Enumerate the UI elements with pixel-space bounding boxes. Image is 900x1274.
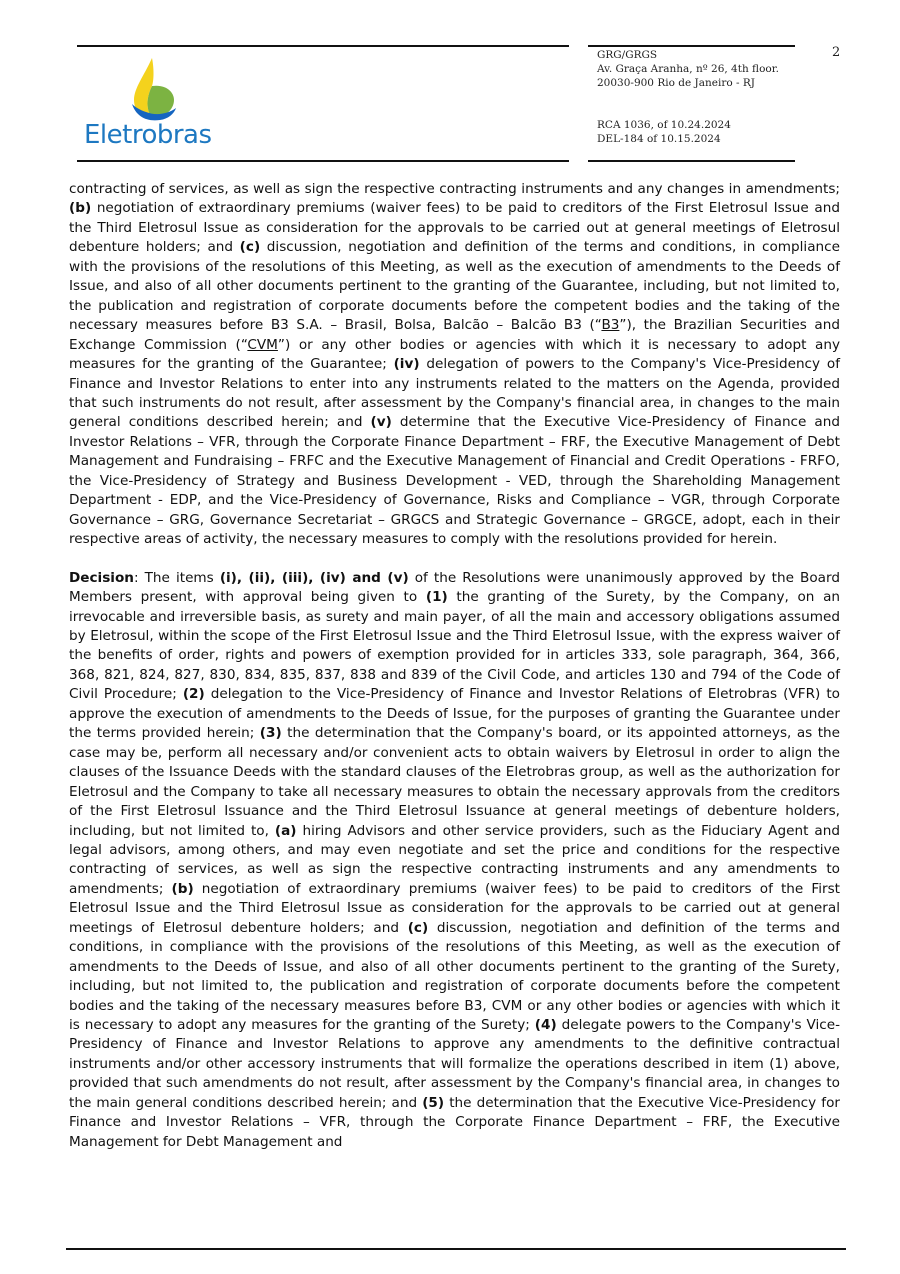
document-body [69,180,840,1152]
reference-del: DEL-184 of 10.15.2024 [597,133,721,145]
header-rule-bottom-left [77,160,569,162]
address-line-3: 20030-900 Rio de Janeiro - RJ [597,77,756,89]
footer-rule [66,1248,846,1250]
header-rule-top-right [588,45,795,47]
header-rule-top-left [77,45,569,47]
paragraph-decision: Decision: The items (i), (ii), (iii), (iv) and (v) of the Resolutions were unanimously approved by the Board Members present, with approval being given to (1) the granting of the Surety, by the Company, on an irrevocable and irreversible basis, as surety and main payer, of all the main and accessory obligations assumed by Eletrosul, within the scope of the First Eletrosul Issue and the Third Eletrosul Issue, with the express waiver of the benefits of order, rights and powers of exemption provided for in articles 333, sole paragraph, 364, 366, 368, 821, 824, 827, 830, 834, 835, 837, 838 and 839 of the Civil Code, and articles 130 and 794 of the Code of Civil Procedure; (2) delegation to the Vice-Presidency of Finance and Investor Relations of Eletrobras (VFR) to approve the execution of amendments to the Deeds of Issue, for the purposes of granting the Guarantee under the terms provided herein; (3) the determination that the Company's board, or its appointed attorneys, as the case may be, perform all necessary and/or convenient acts to obtain waivers by Eletrosul in order to align the clauses of the Issuance Deeds with the standard clauses of the Eletrobras group, as well as the authorization for Eletrosul and the Company to take all necessary measures to obtain the necessary approvals from the creditors of the First Eletrosul Issuance and the Third Eletrosul Issuance at general meetings of debenture holders, including, but not limited to, (a) hiring Advisors and other service providers, such as the Fiduciary Agent and legal advisors, among others, and may even negotiate and set the price and conditions for the respective contracting of services, as well as sign the respective contracting instruments and any amendments to amendments; (b) negotiation of extraordinary premiums (waiver fees) to be paid to creditors of the First Eletrosul Issue and the Third Eletrosul Issue as consideration for the approvals to be carried out at general meetings of Eletrosul debenture holders; and (c) discussion, negotiation and definition of the terms and conditions, in compliance with the provisions of the resolutions of this Meeting, as well as the execution of amendments to the Deeds of Issue, and also of all other documents pertinent to the granting of the Surety, including, but not limited to, the publication and registration of corporate documents before the competent bodies and the taking of the necessary measures before B3, CVM or any other bodies or agencies with which it is necessary to adopt any measures for the granting of the Surety; (4) delegate powers to the Company's Vice-Presidency of Finance and Investor Relations to approve any amendments to the definitive contractual instruments and/or other accessory instruments that will formalize the operations described in item (1) above, provided that such amendments do not result, after assessment by the Company's financial area, in changes to the main general conditions described herein; and (5) the determination that the Executive Vice-Presidency for Finance and Investor Relations – VFR, through the Corporate Finance Department – FRF, the Executive Management for Debt Management and [69,569,841,1150]
logo-wordmark: Eletrobras [84,120,212,150]
address-line-2: Av. Graça Aranha, nº 26, 4th floor. [597,63,779,75]
header-rule-bottom-right [588,160,795,162]
address-line-1: GRG/GRGS [597,49,658,61]
company-logo [84,54,234,154]
reference-block [597,118,731,146]
page-number: 2 [832,45,841,60]
reference-rca: RCA 1036, of 10.24.2024 [597,119,731,131]
paragraph-resolutions-continued: contracting of services, as well as sign the respective contracting instruments and any changes in amendments; (b) negotiation of extraordinary premiums (waiver fees) to be paid to creditors of the First Eletrosul Issue and the Third Eletrosul Issue as consideration for the approvals to be carried out at general meetings of Eletrosul debenture holders; and (c) discussion, negotiation and definition of the terms and conditions, in compliance with the provisions of the resolutions of this Meeting, as well as the execution of amendments to the Deeds of Issue, and also of all other documents pertinent to the granting of the Guarantee, including, but not limited to, the publication and registration of corporate documents before the competent bodies and the taking of the necessary measures before B3 S.A. – Brasil, Bolsa, Balcão – Balcão B3 (“B3”), the Brazilian Securities and Exchange Commission (“CVM”) or any other bodies or agencies with which it is necessary to adopt any measures for the granting of the Guarantee; (iv) delegation of powers to the Company's Vice-Presidency of Finance and Investor Relations to enter into any instruments related to the matters on the Agenda, provided that such instruments do not result, after assessment by the Company's financial area, in changes to the main general conditions described herein; and (v) determine that the Executive Vice-Presidency of Finance and Investor Relations – VFR, through the Corporate Finance Department – FRF, the Executive Management of Debt Management and Fundraising – FRFC and the Executive Management of Financial and Credit Operations - FRFO, the Vice-Presidency of Strategy and Business Development - VED, through the Shareholding Management Department - EDP, and the Vice-Presidency of Governance, Risks and Compliance – VGR, through Corporate Governance – GRG, Governance Secretariat – GRGCS and Strategic Governance – GRGCE, adopt, each in their respective areas of activity, the necessary measures to comply with the resolutions provided for herein. [69,181,841,548]
logo-drop-icon [84,54,234,124]
address-block [597,48,779,90]
